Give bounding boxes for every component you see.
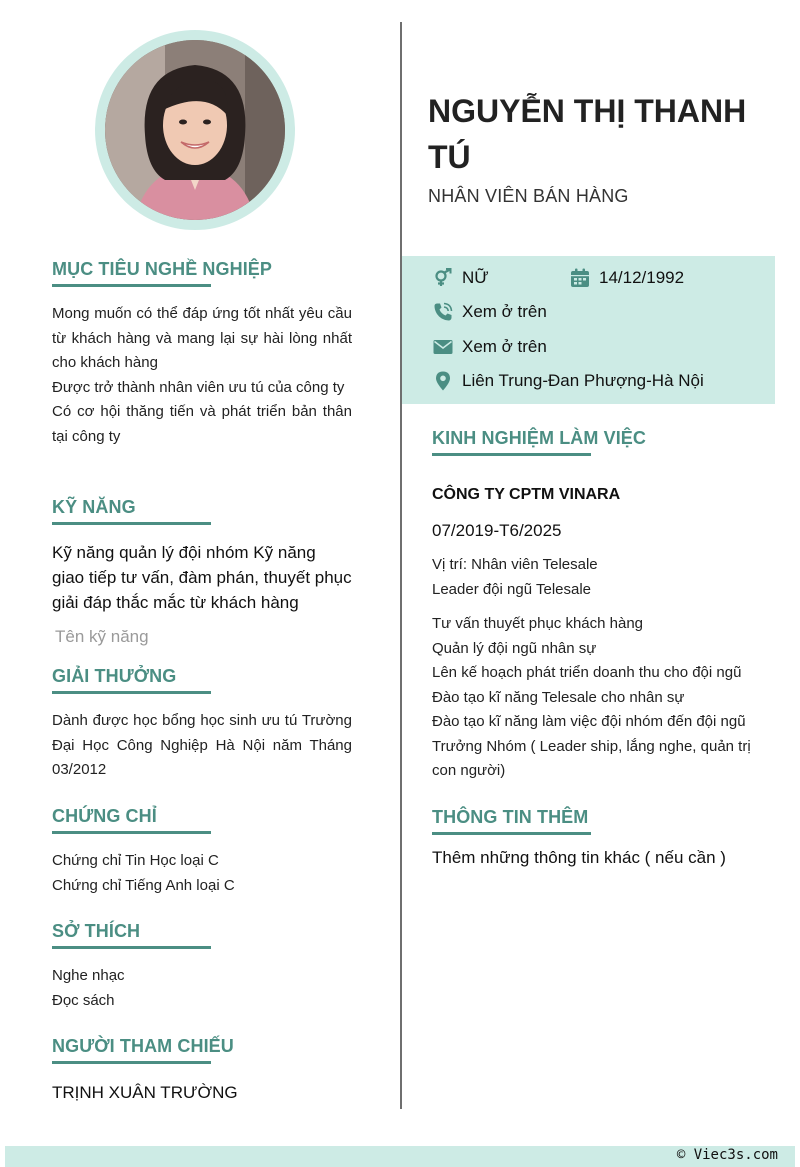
- hobby-item: Nghe nhạc: [52, 967, 125, 984]
- experience-title: KINH NGHIỆM LÀM VIỆC: [432, 428, 647, 448]
- duty-item: Lên kế hoạch phát triển doanh thu cho đội ngũ: [432, 664, 742, 681]
- objective-line: Được trở thành nhân viên ưu tú của công ty: [52, 378, 345, 396]
- phone-icon: [432, 301, 454, 323]
- objective-section: [52, 257, 352, 449]
- column-divider: [400, 22, 402, 1109]
- skill-name-placeholder[interactable]: Tên kỹ năng: [55, 627, 149, 646]
- skills-underline: [52, 522, 211, 525]
- skills-section: [52, 495, 352, 647]
- position-line: Vị trí: Nhân viên Telesale: [432, 556, 598, 573]
- awards-section: [52, 664, 352, 783]
- duty-item: Quản lý đội ngũ nhân sự: [432, 639, 597, 657]
- location-pin-icon: [432, 370, 454, 392]
- avatar[interactable]: [105, 40, 285, 220]
- certificates-title: CHỨNG CHỈ: [52, 806, 157, 826]
- avatar-frame: [95, 30, 295, 230]
- contact-phone[interactable]: [432, 300, 547, 324]
- position-line: Leader đội ngũ Telesale: [432, 580, 592, 598]
- experience-section: [432, 426, 762, 784]
- certificates-section: [52, 804, 352, 898]
- duty-item: Đào tạo kĩ năng làm việc đội nhóm đến đội ngũ: [432, 713, 746, 730]
- additional-info-text[interactable]: Thêm những thông tin khác ( nếu cần ): [432, 848, 726, 867]
- hobbies-title: SỞ THÍCH: [52, 921, 141, 941]
- gender-icon: [432, 267, 454, 289]
- objective-line: Mong muốn có thể đáp ứng tốt nhất yêu cầu từ khách hàng và mang lại sự hài lòng nhất cho khách hàng: [52, 305, 352, 371]
- work-period[interactable]: 07/2019-T6/2025: [432, 521, 562, 540]
- certificate-item: Chứng chỉ Tiếng Anh loại C: [52, 876, 235, 894]
- hobby-item: Đọc sách: [52, 991, 115, 1009]
- duty-item: Trưởng Nhóm ( Leader ship, lắng nghe, quản trị con người): [432, 737, 751, 779]
- objective-line: Có cơ hội thăng tiến và phát triển bản thân tại công ty: [52, 403, 352, 445]
- objective-text[interactable]: [52, 302, 352, 449]
- birthday-value: 14/12/1992: [599, 268, 685, 287]
- hobbies-list[interactable]: [52, 964, 352, 1013]
- contact-email[interactable]: [432, 335, 547, 359]
- additional-info-underline: [432, 832, 591, 835]
- awards-title: GIẢI THƯỞNG: [52, 666, 177, 686]
- references-title: NGƯỜI THAM CHIẾU: [52, 1036, 234, 1056]
- email-icon: [432, 336, 454, 358]
- position-text[interactable]: [432, 553, 762, 602]
- additional-info-section: [432, 805, 762, 870]
- objective-underline: [52, 284, 211, 287]
- footer-copyright[interactable]: © Viec3s.com: [676, 1147, 778, 1163]
- contact-gender[interactable]: [432, 266, 489, 290]
- company-name[interactable]: CÔNG TY CPTM VINARA: [432, 486, 621, 503]
- duties-list[interactable]: [432, 612, 762, 784]
- contact-address[interactable]: [432, 369, 704, 393]
- objective-title: MỤC TIÊU NGHỀ NGHIỆP: [52, 259, 273, 279]
- hobbies-section: [52, 919, 352, 1013]
- awards-text[interactable]: Dành được học bổng học sinh ưu tú Trường Đại Học Công Nghiệp Hà Nội năm Tháng 03/2012: [52, 712, 352, 778]
- contact-birthday[interactable]: [569, 266, 684, 290]
- certificate-item: Chứng chỉ Tin Học loại C: [52, 852, 219, 869]
- duty-item: Tư vấn thuyết phục khách hàng: [432, 615, 644, 632]
- references-underline: [52, 1061, 211, 1064]
- phone-value: Xem ở trên: [462, 302, 547, 321]
- duty-item: Đào tạo kĩ năng Telesale cho nhân sự: [432, 688, 685, 706]
- hobbies-underline: [52, 946, 211, 949]
- email-value: Xem ở trên: [462, 337, 547, 356]
- calendar-icon: [569, 267, 591, 289]
- address-value: Liên Trung-Đan Phượng-Hà Nội: [462, 371, 704, 390]
- full-name[interactable]: NGUYỄN THỊ THANH TÚ: [428, 93, 747, 175]
- reference-name[interactable]: TRỊNH XUÂN TRƯỜNG: [52, 1083, 238, 1102]
- additional-info-title: THÔNG TIN THÊM: [432, 807, 589, 827]
- gender-value: NỮ: [462, 268, 489, 287]
- awards-underline: [52, 691, 211, 694]
- contact-panel: [402, 256, 775, 404]
- job-title[interactable]: NHÂN VIÊN BÁN HÀNG: [428, 186, 629, 206]
- experience-underline: [432, 453, 591, 456]
- avatar-photo: [105, 40, 285, 220]
- skills-text[interactable]: Kỹ năng quản lý đội nhóm Kỹ năng giao tiếp tư vấn, đàm phán, thuyết phục giải đáp thắc mắc từ khách hàng: [52, 543, 352, 612]
- skills-title: KỸ NĂNG: [52, 497, 136, 517]
- certificates-underline: [52, 831, 211, 834]
- references-section: [52, 1034, 352, 1105]
- certificates-list[interactable]: [52, 849, 352, 898]
